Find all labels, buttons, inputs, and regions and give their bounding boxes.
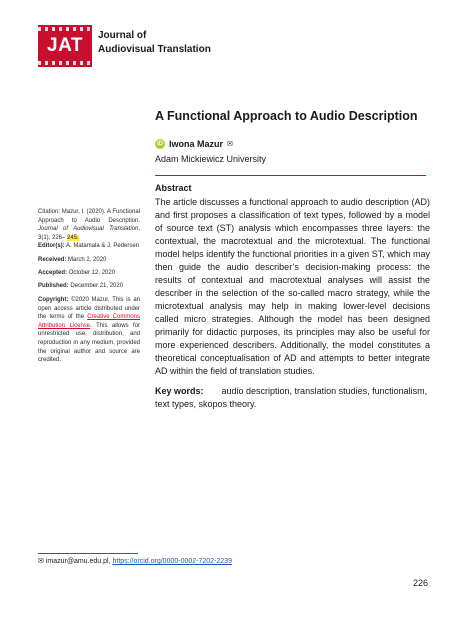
copyright-label: Copyright:: [38, 297, 69, 303]
editors: [38, 242, 140, 251]
orcid-link[interactable]: https://orcid.org/0000-0002-7202-2239: [112, 558, 232, 565]
author-affiliation: Adam Mickiewicz University: [155, 154, 267, 164]
envelope-icon: ✉: [227, 141, 233, 148]
license-link[interactable]: Creative Commons Attribution License: [38, 314, 140, 329]
copyright-text-end: . This allows for unrestricted use, distribution, and reproduction in any medium, provided the original author and source are credited.: [38, 322, 140, 364]
keywords-label: Key words:: [155, 386, 204, 396]
copyright-text: ©2020 Mazur. This is an open access article distributed under the terms of the: [38, 297, 140, 321]
film-strip-bottom: [38, 61, 92, 65]
journal-logo: [38, 25, 92, 67]
editors-value: A. Matamala & J. Pedersen: [66, 243, 140, 249]
journal-name-line2: Audiovisual Translation: [98, 44, 211, 55]
author-email[interactable]: imazur@amu.edu.pl,: [45, 558, 111, 565]
journal-name: [98, 29, 211, 57]
abstract-text: The article discusses a functional approach to audio description (AD) and first proposes a classification of text types, followed by a model of source text (ST) analysis which encompasses three layers: the contextual, the macrotextual and the microtextual. The functional model helps identify the functional priorities in a given ST, which may then guide the audio describer’s decision-making process: the results of contextual and macrotextual analyses will assist the describer in the selection of the so-called macro strategy, while the microtextual analysis may help in making lower-level decisions called micro strategies. Although the model has been designed primarily for didactic purposes, its principles may also be useful for more experienced describers. Additionally, the model constitutes a theoretical conceptualisation of AD and attempts to better integrate AD within the field of translation studies.: [155, 197, 430, 376]
published-label: Published:: [38, 283, 69, 289]
received-value: March 2, 2020: [68, 257, 107, 263]
keywords-list: audio description, translation studies, functionalism, text types, skopos theory.: [155, 386, 428, 409]
orcid-icon[interactable]: iD: [157, 141, 163, 147]
footnote-envelope-icon: ✉: [38, 558, 44, 565]
copyright-notice: [38, 296, 140, 365]
editors-label: Editor(s):: [38, 243, 65, 249]
citation-pages-end: 245.: [67, 234, 79, 241]
author-row: [155, 139, 233, 149]
keywords: [155, 385, 430, 411]
film-strip-top: [38, 27, 92, 31]
citation: [38, 208, 140, 242]
logo-text: JAT: [47, 35, 83, 56]
citation-volume: , 3(1), 226–: [38, 226, 140, 241]
footnote: [38, 557, 232, 565]
published-date: [38, 282, 140, 291]
citation-journal: Journal of Audiovisual Translation: [38, 226, 139, 233]
article-title: A Functional Approach to Audio Description: [155, 109, 418, 123]
received-date: [38, 256, 140, 265]
accepted-value: October 12, 2020: [68, 270, 116, 276]
published-value: December 21, 2020: [70, 283, 124, 289]
accepted-date: [38, 269, 140, 278]
citation-text: Citation: Mazur, I. (2020). A Functional Approach to Audio Description.: [38, 209, 140, 224]
title-divider: [155, 175, 426, 176]
journal-name-line1: Journal of: [98, 30, 147, 41]
abstract-heading: Abstract: [155, 183, 192, 193]
accepted-label: Accepted:: [38, 270, 68, 276]
page-number: 226: [413, 578, 429, 588]
footnote-divider: [38, 553, 138, 554]
received-label: Received:: [38, 257, 67, 263]
author-name: Iwona Mazur: [169, 139, 224, 149]
